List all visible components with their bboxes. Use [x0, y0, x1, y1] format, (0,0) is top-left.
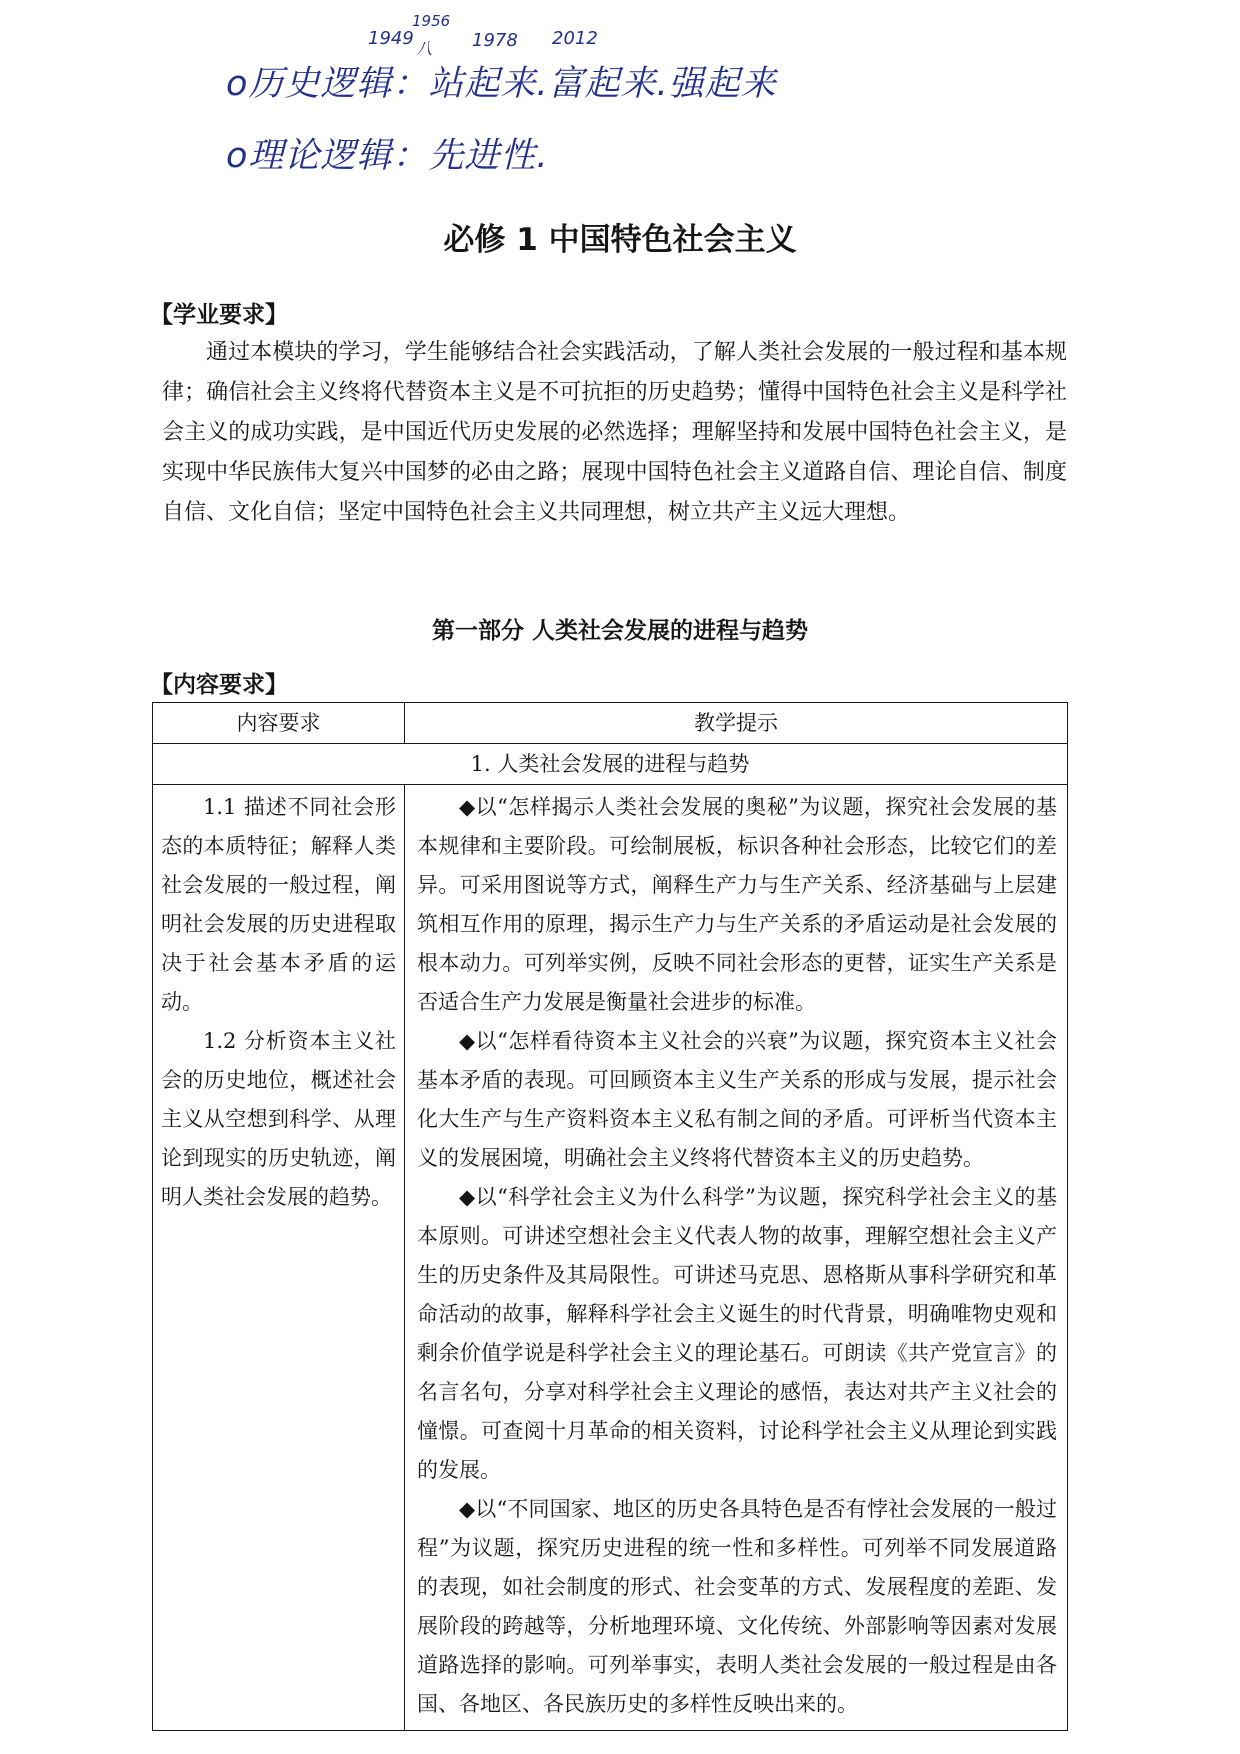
handwritten-note-theory-logic: o理论逻辑：先进性. [226, 136, 549, 176]
tip-item: ◆以“科学社会主义为什么科学”为议题，探究科学社会主义的基本原则。可讲述空想社会主义代表人物的故事，理解空想社会主义产生的历史条件及其局限性。可讲述马克思、恩格斯从事科学研究和革命活动的故事，解释科学社会主义诞生的时代背景，明确唯物史观和剩余价值学说是科学社会主义的理论基石。可朗读《共产党宣言》的名言名句，分享对科学社会主义理论的感悟，表达对共产主义社会的憧憬。可查阅十月革命的相关资料，讨论科学社会主义从理论到实践的发展。 [417, 1185, 1057, 1482]
table-header-teaching-tips: 教学提示 [405, 703, 1068, 744]
academic-requirement-body: 通过本模块的学习，学生能够结合社会实践活动，了解人类社会发展的一般过程和基本规律；确信社会主义终将代替资本主义是不可抗拒的历史趋势；懂得中国特色社会主义是科学社会主义的成功实践，是中国近代历史发展的必然选择；理解坚持和发展中国特色社会主义，是实现中华民族伟大复兴中国梦的必由之路；展现中国特色社会主义道路自信、理论自信、制度自信、文化自信；坚定中国特色社会主义共同理想，树立共产主义远大理想。 [162, 340, 1067, 525]
requirement-item: 1.1 描述不同社会形态的本质特征；解释人类社会发展的一般过程，阐明社会发展的历史进程取决于社会基本矛盾的运动。 [161, 795, 396, 1014]
table-row [153, 785, 1068, 1731]
tip-item: ◆以“不同国家、地区的历史各具特色是否有悖社会发展的一般过程”为议题，探究历史进程的统一性和多样性。可列举不同发展道路的表现，如社会制度的形式、社会变革的方式、发展程度的差距、发展阶段的跨越等，分析地理环境、文化传统、外部影响等因素对发展道路选择的影响。可列举事实，表明人类社会发展的一般过程是由各国、各地区、各民族历史的多样性反映出来的。 [417, 1497, 1057, 1716]
content-requirement-heading: 【内容要求】 [150, 672, 288, 698]
table-section-title: 1. 人类社会发展的进程与趋势 [153, 744, 1068, 785]
academic-requirement-heading: 【学业要求】 [150, 302, 288, 328]
year-mark: 八 [416, 39, 433, 58]
tip-item: ◆以“怎样揭示人类社会发展的奥秘”为议题，探究社会发展的基本规律和主要阶段。可绘制展板，标识各种社会形态，比较它们的差异。可采用图说等方式，阐释生产力与生产关系、经济基础与上层建筑相互作用的原理，揭示生产力与生产关系的矛盾运动是社会发展的根本动力。可列举实例，反映不同社会形态的更替，证实生产关系是否适合生产力发展是衡量社会进步的标准。 [417, 795, 1057, 1014]
table-header-content: 内容要求 [153, 703, 405, 744]
requirement-item: 1.2 分析资本主义社会的历史地位，概述社会主义从空想到科学、从理论到现实的历史轨迹，阐明人类社会发展的趋势。 [161, 1029, 396, 1209]
content-requirements-cell [153, 785, 405, 1731]
part-title: 第一部分 人类社会发展的进程与趋势 [431, 618, 808, 644]
handwritten-note-history-logic: o历史逻辑：站起来.富起来.强起来 [226, 64, 777, 104]
year-1978: 1978 [472, 30, 518, 51]
table-header-row [153, 703, 1068, 744]
year-1949: 1949 [368, 28, 414, 49]
teaching-tips-cell [405, 785, 1068, 1731]
content-table [152, 702, 1068, 1731]
year-2012: 2012 [552, 28, 598, 49]
year-1956: 1956 [412, 12, 451, 30]
tip-item: ◆以“怎样看待资本主义社会的兴衰”为议题，探究资本主义社会基本矛盾的表现。可回顾资本主义生产关系的形成与发展，提示社会化大生产与生产资料资本主义私有制之间的矛盾。可评析当代资本主义的发展困境，明确社会主义终将代替资本主义的历史趋势。 [417, 1029, 1057, 1170]
document-title: 必修 1 中国特色社会主义 [443, 222, 797, 258]
table-section-row [153, 744, 1068, 785]
